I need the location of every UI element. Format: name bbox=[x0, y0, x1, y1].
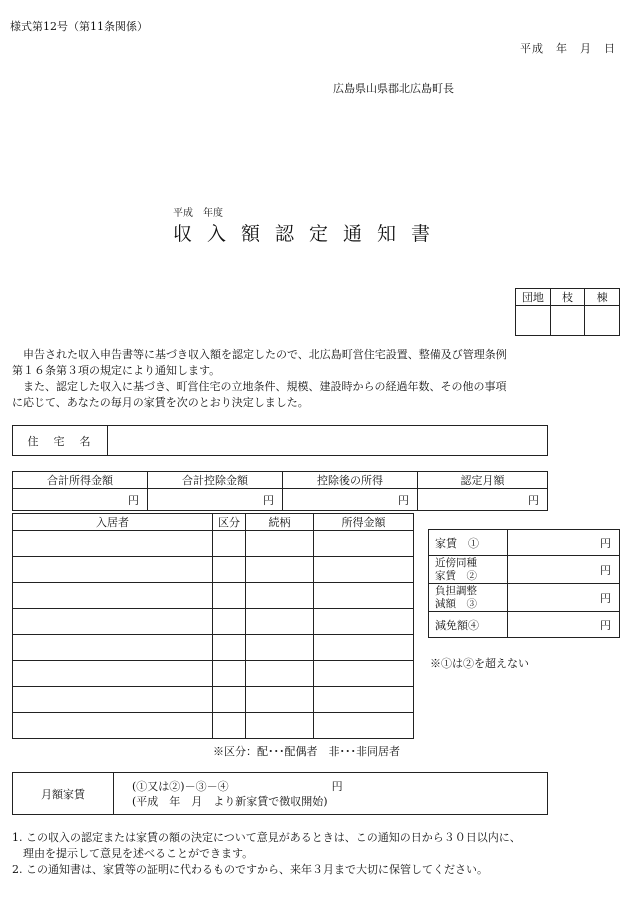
resident-table bbox=[12, 513, 414, 739]
page-title: 収入額認定通知書 bbox=[173, 223, 446, 245]
resident-class-cell[interactable] bbox=[213, 609, 246, 635]
monthly-rent-start-note: (平成 年 月 より新家賃で徴収開始) bbox=[132, 794, 328, 808]
resident-name-cell[interactable] bbox=[13, 531, 213, 557]
resident-name-cell[interactable] bbox=[13, 661, 213, 687]
rent-value-3[interactable]: 円 bbox=[508, 584, 620, 612]
resident-note: ※区分：配･･･配偶者 非･･･非同居者 bbox=[213, 745, 400, 758]
income-header-total: 合計所得金額 bbox=[13, 472, 148, 489]
income-table bbox=[12, 471, 548, 511]
income-header-monthly: 認定月額 bbox=[418, 472, 548, 489]
rent-label-1: 家賃 ① bbox=[429, 530, 508, 556]
resident-name-cell[interactable] bbox=[13, 609, 213, 635]
building-header-mune: 棟 bbox=[585, 289, 620, 306]
resident-relation-cell[interactable] bbox=[246, 661, 314, 687]
resident-name-cell[interactable] bbox=[13, 687, 213, 713]
resident-row bbox=[13, 687, 414, 713]
resident-income-cell[interactable] bbox=[314, 583, 414, 609]
building-cell-danchi[interactable] bbox=[516, 306, 551, 336]
resident-relation-cell[interactable] bbox=[246, 583, 314, 609]
resident-class-cell[interactable] bbox=[213, 635, 246, 661]
building-cell-mune[interactable] bbox=[585, 306, 620, 336]
income-header-deduction: 合計控除金額 bbox=[148, 472, 283, 489]
resident-row bbox=[13, 583, 414, 609]
resident-income-cell[interactable] bbox=[314, 661, 414, 687]
resident-income-cell[interactable] bbox=[314, 531, 414, 557]
resident-header-income: 所得金額 bbox=[314, 514, 414, 531]
rent-label-4: 減免額④ bbox=[429, 612, 508, 638]
income-value-after[interactable]: 円 bbox=[283, 489, 418, 511]
rent-value-1[interactable]: 円 bbox=[508, 530, 620, 556]
resident-header-class: 区分 bbox=[213, 514, 246, 531]
building-cell-eda[interactable] bbox=[550, 306, 585, 336]
body-line-1: 申告された収入申告書等に基づき収入額を認定したので、北広島町営住宅設置、整備及び管理条例 bbox=[12, 348, 507, 361]
rent-value-2[interactable]: 円 bbox=[508, 556, 620, 584]
resident-name-cell[interactable] bbox=[13, 557, 213, 583]
resident-class-cell[interactable] bbox=[213, 687, 246, 713]
resident-header-name: 入居者 bbox=[13, 514, 213, 531]
resident-income-cell[interactable] bbox=[314, 687, 414, 713]
rent-value-4[interactable]: 円 bbox=[508, 612, 620, 638]
footnotes bbox=[12, 830, 521, 878]
resident-row bbox=[13, 661, 414, 687]
resident-row bbox=[13, 531, 414, 557]
issuer: 広島県山県郡北広島町長 bbox=[333, 82, 454, 95]
building-table bbox=[515, 288, 620, 336]
resident-class-cell[interactable] bbox=[213, 531, 246, 557]
rent-label-2: 近傍同種 家賃 ② bbox=[429, 556, 508, 584]
housing-name-table bbox=[12, 425, 548, 456]
monthly-rent-formula-line bbox=[132, 779, 547, 794]
income-value-monthly[interactable]: 円 bbox=[418, 489, 548, 511]
body-line-4: に応じて、あなたの毎月の家賃を次のとおり決定しました。 bbox=[12, 396, 309, 409]
resident-name-cell[interactable] bbox=[13, 635, 213, 661]
fiscal-year: 平成 年度 bbox=[173, 208, 223, 219]
footnote-1: 1. この収入の認定または家賃の額の決定について意見があるときは、この通知の日から３０日以内に、 bbox=[12, 831, 521, 844]
rent-note: ※①は②を超えない bbox=[430, 657, 529, 670]
resident-row bbox=[13, 635, 414, 661]
resident-row bbox=[13, 713, 414, 739]
footnote-1-cont: 理由を提示して意見を述べることができます。 bbox=[12, 847, 254, 860]
resident-relation-cell[interactable] bbox=[246, 557, 314, 583]
resident-income-cell[interactable] bbox=[314, 609, 414, 635]
resident-relation-cell[interactable] bbox=[246, 531, 314, 557]
resident-row bbox=[13, 557, 414, 583]
resident-relation-cell[interactable] bbox=[246, 635, 314, 661]
rent-label-3: 負担調整 減額 ③ bbox=[429, 584, 508, 612]
income-value-deduction[interactable]: 円 bbox=[148, 489, 283, 511]
resident-row bbox=[13, 609, 414, 635]
resident-name-cell[interactable] bbox=[13, 713, 213, 739]
resident-class-cell[interactable] bbox=[213, 583, 246, 609]
monthly-rent-unit: 円 bbox=[331, 779, 343, 793]
resident-relation-cell[interactable] bbox=[246, 687, 314, 713]
monthly-rent-formula: (①又は②)－③－④ bbox=[132, 779, 229, 793]
resident-relation-cell[interactable] bbox=[246, 609, 314, 635]
resident-header-relation: 続柄 bbox=[246, 514, 314, 531]
resident-class-cell[interactable] bbox=[213, 661, 246, 687]
monthly-rent-table bbox=[12, 772, 548, 815]
body-text bbox=[12, 347, 507, 411]
resident-rows bbox=[13, 531, 414, 739]
building-header-danchi: 団地 bbox=[516, 289, 551, 306]
footnote-2: 2. この通知書は、家賃等の証明に代わるものですから、来年３月まで大切に保管してください。 bbox=[12, 863, 488, 876]
housing-name-field[interactable] bbox=[108, 426, 548, 456]
monthly-rent-label: 月額家賃 bbox=[13, 773, 114, 815]
resident-relation-cell[interactable] bbox=[246, 713, 314, 739]
date-line: 平成 年 月 日 bbox=[520, 42, 616, 55]
housing-name-label: 住 宅 名 bbox=[13, 426, 108, 456]
resident-income-cell[interactable] bbox=[314, 713, 414, 739]
income-value-total[interactable]: 円 bbox=[13, 489, 148, 511]
body-line-3: また、認定した収入に基づき、町営住宅の立地条件、規模、建設時からの経過年数、その他の事項 bbox=[12, 380, 507, 393]
monthly-rent-content[interactable] bbox=[114, 773, 548, 815]
resident-name-cell[interactable] bbox=[13, 583, 213, 609]
resident-income-cell[interactable] bbox=[314, 557, 414, 583]
building-header-eda: 枝 bbox=[550, 289, 585, 306]
resident-class-cell[interactable] bbox=[213, 713, 246, 739]
rent-table bbox=[428, 529, 620, 638]
body-line-2: 第１６条第３項の規定により通知します。 bbox=[12, 364, 221, 377]
resident-class-cell[interactable] bbox=[213, 557, 246, 583]
form-number: 様式第12号（第11条関係） bbox=[10, 20, 148, 33]
resident-income-cell[interactable] bbox=[314, 635, 414, 661]
income-header-after: 控除後の所得 bbox=[283, 472, 418, 489]
